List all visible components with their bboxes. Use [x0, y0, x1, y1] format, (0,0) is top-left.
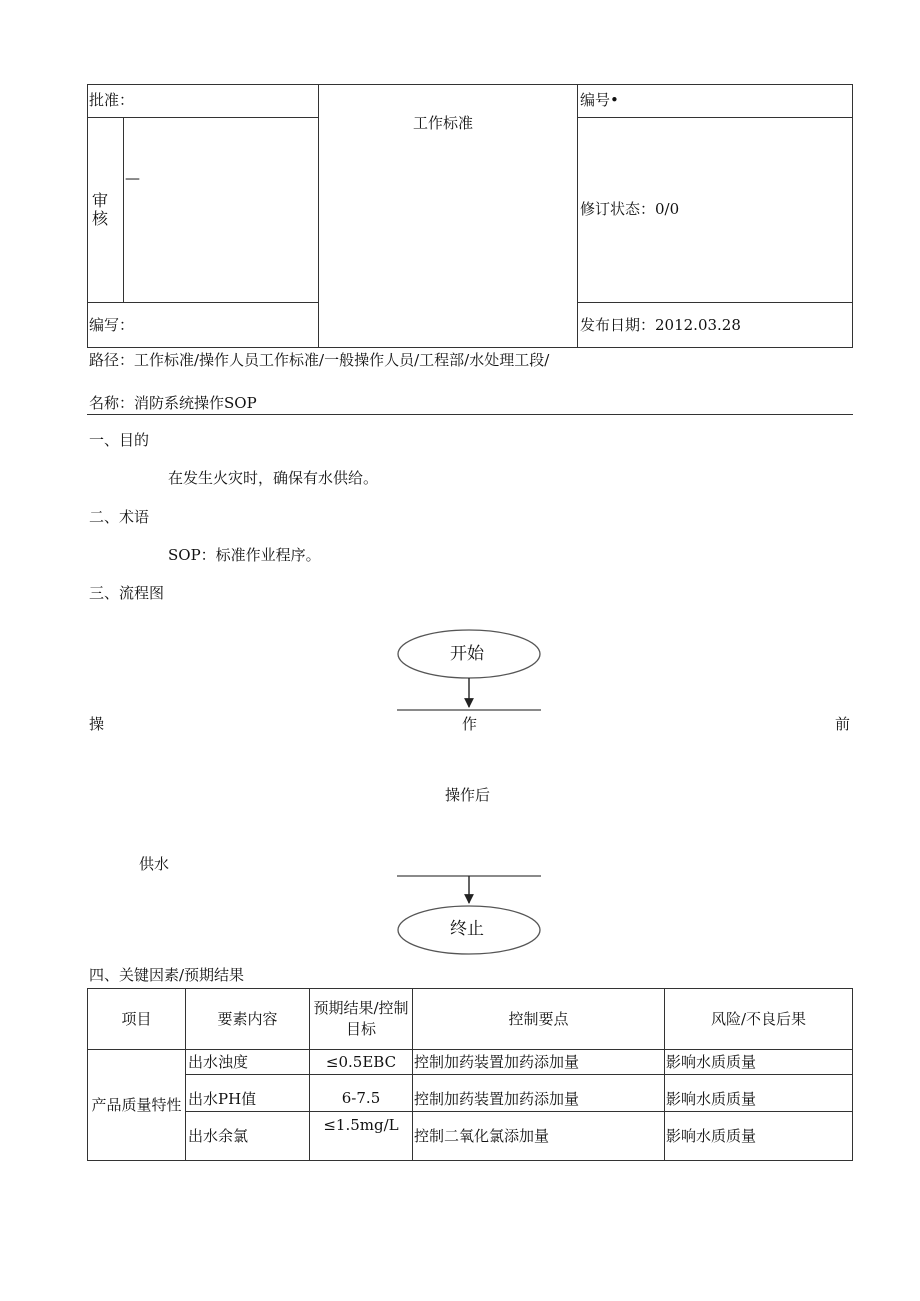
header-item: 项目	[121, 1009, 152, 1028]
table-row-2-item: 出水PH值	[188, 1089, 257, 1108]
start-node-label: 开始	[450, 644, 484, 664]
table-row-3-risk: 影响水质质量	[666, 1126, 757, 1145]
doc-type-title: 工作标准	[413, 114, 474, 132]
table-row-2-target: 6-7.5	[341, 1088, 381, 1107]
terms-title: 二、术语	[89, 508, 150, 526]
review-mark: —	[125, 169, 140, 187]
table-row-3-control: 控制二氧化氯添加量	[414, 1126, 550, 1145]
purpose-title: 一、目的	[89, 431, 150, 449]
table-row-2-control: 控制加药装置加药添加量	[414, 1089, 580, 1108]
header-risk: 风险/不良后果	[710, 1009, 807, 1028]
table-row-1-control: 控制加药装置加药添加量	[414, 1052, 580, 1071]
water-supply-label: 供水	[139, 855, 170, 873]
table-row-3-item: 出水余氯	[188, 1126, 249, 1145]
before-label-3: 前	[835, 715, 851, 733]
end-node-label: 终止	[450, 919, 484, 939]
table-row-1-item: 出水浊度	[188, 1052, 249, 1071]
table-row-2-risk: 影响水质质量	[666, 1089, 757, 1108]
group-cell: 产品质量特性	[91, 1095, 182, 1114]
header-target: 预期结果/控制目标	[313, 999, 409, 1038]
prepare-label: 编写：	[89, 316, 135, 334]
before-label-1: 操	[89, 715, 105, 733]
terms-text: SOP：标准作业程序。	[168, 546, 321, 564]
purpose-text: 在发生火灾时，确保有水供给。	[168, 469, 379, 487]
header-element: 要素内容	[217, 1009, 278, 1028]
document-number-label: 编号•	[580, 91, 619, 109]
review-label: 审核	[92, 191, 109, 228]
header-control: 控制要点	[508, 1009, 569, 1028]
document-name: 名称：消防系统操作SOP	[89, 394, 257, 412]
issue-date: 发布日期：2012.03.28	[580, 316, 741, 334]
flowchart-title: 三、流程图	[89, 584, 165, 602]
revision-status: 修订状态：0/0	[580, 200, 680, 218]
document-path: 路径：工作标准/操作人员工作标准/一般操作人员/工程部/水处理工段/	[89, 351, 550, 369]
table-row-3-target: ≤1.5mg/L	[323, 1115, 399, 1134]
table-row-1-risk: 影响水质质量	[666, 1052, 757, 1071]
before-label-2: 作	[462, 715, 478, 733]
approve-label: 批准：	[89, 91, 135, 109]
factors-title: 四、关键因素/预期结果	[89, 966, 245, 984]
after-label: 操作后	[445, 786, 491, 804]
table-row-1-target: ≤0.5EBC	[325, 1052, 397, 1071]
